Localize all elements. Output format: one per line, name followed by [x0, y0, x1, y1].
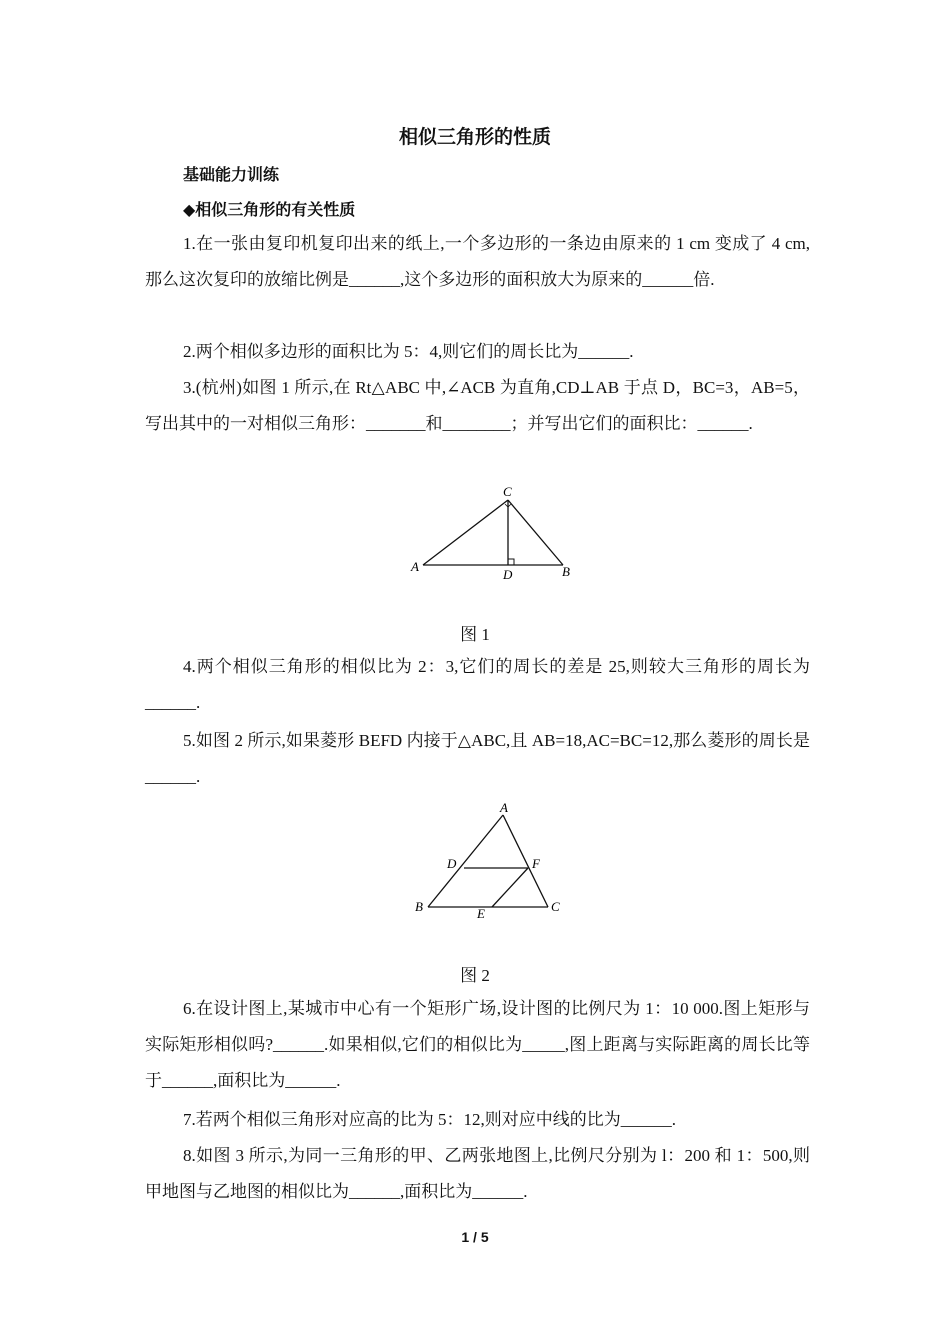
fig2-label-f: F	[532, 856, 540, 871]
question-1: 1.在一张由复印机复印出来的纸上,一个多边形的一条边由原来的 1 cm 变成了 4 cm,那么这次复印的放缩比例是______,这个多边形的面积放大为原来的______倍.	[145, 234, 810, 289]
subsection-heading: ◆相似三角形的有关性质	[183, 200, 356, 219]
question-6: 6.在设计图上,某城市中心有一个矩形广场,设计图的比例尺为 1：10 000.图上矩形与实际矩形相似吗?______.如果相似,它们的相似比为_____,图上距离与实际距离的周长比等于______,面积比为______.	[145, 999, 810, 1090]
fig2-label-c: C	[551, 899, 560, 914]
fig2-label-a: A	[500, 800, 508, 815]
question-4: 4.两个相似三角形的相似比为 2：3,它们的周长的差是 25,则较大三角形的周长为______.	[145, 657, 810, 712]
question-5: 5.如图 2 所示,如果菱形 BEFD 内接于△ABC,且 AB=18,AC=BC=12,那么菱形的周长是______.	[145, 731, 810, 786]
fig1-label-c: C	[503, 484, 512, 499]
fig1-label-b: B	[562, 564, 570, 579]
question-3: 3.(杭州)如图 1 所示,在 Rt△ABC 中,∠ACB 为直角,CD⊥AB 于点 D，BC=3，AB=5，写出其中的一对相似三角形：_______和________；并写出它们的面积比：______.	[145, 378, 810, 433]
page-indicator: 1 / 5	[461, 1229, 489, 1245]
figure-1-caption: 图 1	[460, 625, 490, 644]
figure-1-right-triangle	[405, 482, 585, 582]
fig2-label-d: D	[447, 856, 457, 871]
figure-2-caption: 图 2	[460, 966, 490, 985]
section-heading: 基础能力训练	[183, 165, 280, 184]
fig1-label-a: A	[411, 559, 419, 574]
question-7: 7.若两个相似三角形对应高的比为 5：12,则对应中线的比为______.	[183, 1110, 676, 1129]
fig2-label-e: E	[477, 906, 485, 921]
fig2-label-b: B	[415, 899, 423, 914]
question-2: 2.两个相似多边形的面积比为 5：4,则它们的周长比为______.	[183, 342, 634, 361]
page-title: 相似三角形的性质	[398, 126, 551, 148]
question-8: 8.如图 3 所示,为同一三角形的甲、乙两张地图上,比例尺分别为 l：200 和 1：500,则甲地图与乙地图的相似比为______,面积比为______.	[145, 1146, 810, 1201]
fig1-label-d: D	[503, 567, 513, 582]
figure-2-rhombus-in-triangle	[405, 797, 575, 922]
